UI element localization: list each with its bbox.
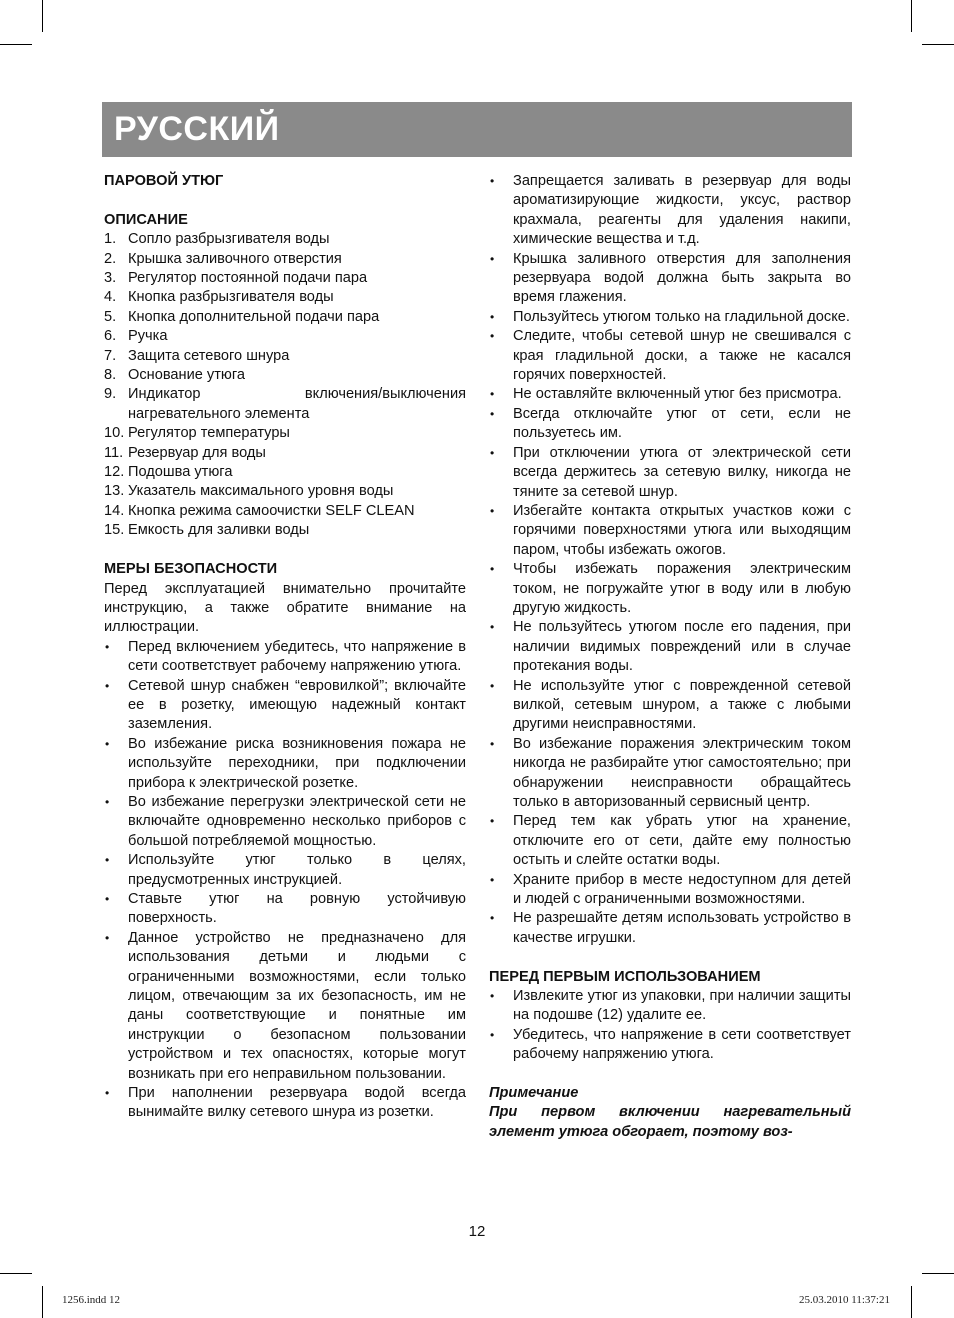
bullet-icon: •: [490, 620, 495, 635]
description-item: [104, 269, 466, 288]
bullet-text: Пользуйтесь утюгом только на гладильной доске.: [513, 308, 850, 325]
description-list: [104, 230, 466, 541]
bullet-icon: •: [490, 1027, 495, 1042]
item-number: 14.: [104, 502, 125, 519]
description-item: [104, 366, 466, 385]
bullet-text: Во избежание риска возникновения пожара не используйте переходники, при подключении прибора к электрической розетке.: [128, 735, 466, 791]
item-text: Подошва утюга: [128, 464, 233, 481]
bullet-item: [104, 638, 466, 677]
bullet-text: Запрещается заливать в резервуар для воды ароматизирующие жидкости, уксус, раствор крахмала, реагенты для удаления накипи, химические вещества и т.д.: [513, 173, 851, 248]
bullet-item: [489, 618, 851, 676]
description-item: [104, 463, 466, 482]
bullet-item: [489, 812, 851, 870]
bullet-icon: •: [490, 911, 495, 926]
item-text: Кнопка разбрызгивателя воды: [128, 289, 334, 306]
safety-list: [104, 638, 466, 1123]
item-number: 8.: [104, 367, 117, 384]
bullet-text: Не оставляйте включенный утюг без присмотра.: [513, 386, 842, 403]
bullet-item: [489, 677, 851, 735]
bullet-item: [104, 929, 466, 1084]
item-number: 13.: [104, 483, 125, 500]
bullet-icon: •: [490, 678, 495, 693]
crop-mark: [0, 44, 32, 45]
bullet-icon: •: [105, 736, 110, 751]
safety-heading: МЕРЫ БЕЗОПАСНОСТИ: [104, 561, 278, 578]
item-text: Кнопка дополнительной подачи пара: [128, 308, 380, 325]
bullet-item: [489, 308, 851, 327]
item-text: Регулятор температуры: [128, 425, 290, 442]
bullet-item: [104, 793, 466, 851]
bullet-text: Храните прибор в месте недоступном для детей и людей с ограниченными возможностями.: [513, 871, 851, 908]
crop-mark: [922, 44, 954, 45]
item-text: Указатель максимального уровня воды: [128, 483, 394, 500]
item-text: Резервуар для воды: [128, 444, 266, 461]
bullet-icon: •: [490, 872, 495, 887]
item-number: 12.: [104, 464, 125, 481]
item-text: Индикатор включения/выключения нагревательного элемента: [128, 386, 466, 422]
description-item: [104, 385, 466, 424]
bullet-item: [489, 909, 851, 948]
crop-mark: [42, 0, 43, 32]
bullet-text: Данное устройство не предназначено для использования детьми и людьми с ограниченными возможностями, если только лицом, отвечающим за их безопасность, им не даны соответствующие и понятные им инструкции о безопасном пользовании устройством и тех опасностях, которые могут возникать при его неправильном пользовании.: [128, 929, 466, 1082]
safety-list-continued: [489, 172, 851, 948]
bullet-text: Не пользуйтесь утюгом после его падения, при наличии видимых повреждений или в случае протекания воды.: [513, 619, 851, 675]
bullet-icon: •: [490, 736, 495, 751]
note-text: При первом включении нагревательный элемент утюга обгорает, поэтому воз-: [489, 1104, 851, 1140]
bullet-item: [489, 172, 851, 250]
bullet-icon: •: [490, 251, 495, 266]
item-text: Регулятор постоянной подачи пара: [128, 270, 368, 287]
bullet-item: [489, 502, 851, 560]
description-item: [104, 444, 466, 463]
bullet-icon: •: [490, 562, 495, 577]
bullet-item: [489, 560, 851, 618]
item-number: 1.: [104, 231, 117, 248]
bullet-item: [489, 871, 851, 910]
description-item: [104, 521, 466, 540]
description-item: [104, 424, 466, 443]
item-text: Сопло разбрызгивателя воды: [128, 231, 330, 248]
item-text: Основание утюга: [128, 367, 245, 384]
description-item: [104, 327, 466, 346]
crop-mark: [911, 0, 912, 32]
bullet-icon: •: [105, 930, 110, 945]
bullet-icon: •: [105, 892, 110, 906]
bullet-icon: •: [105, 678, 110, 693]
bullet-text: Используйте утюг только в целях, предусмотренных инструкцией.: [128, 852, 466, 888]
note-title: Примечание: [489, 1085, 579, 1102]
bullet-text: Ставьте утюг на ровную устойчивую поверхность.: [128, 891, 466, 927]
crop-mark: [922, 1273, 954, 1274]
bullet-icon: •: [490, 309, 495, 324]
right-column: [489, 172, 851, 1142]
first-use-list: [489, 987, 851, 1065]
bullet-item: [489, 385, 851, 404]
bullet-item: [489, 444, 851, 502]
bullet-icon: •: [490, 814, 495, 829]
item-number: 9.: [104, 386, 117, 403]
bullet-icon: •: [490, 445, 495, 460]
first-use-heading: ПЕРЕД ПЕРВЫМ ИСПОЛЬЗОВАНИЕМ: [489, 968, 761, 985]
item-number: 5.: [104, 308, 117, 325]
bullet-icon: •: [105, 639, 110, 654]
bullet-text: Убедитесь, что напряжение в сети соответствует рабочему напряжению утюга.: [513, 1026, 851, 1063]
bullet-item: [104, 1084, 466, 1123]
description-item: [104, 288, 466, 307]
description-heading: ОПИСАНИЕ: [104, 211, 188, 228]
description-item: [104, 308, 466, 327]
item-text: Ручка: [128, 328, 168, 345]
bullet-item: [489, 250, 851, 308]
safety-intro: Перед эксплуатацией внимательно прочитайте инструкцию, а также обратите внимание на иллюстрации.: [104, 580, 466, 636]
product-title: ПАРОВОЙ УТЮГ: [104, 173, 224, 189]
bullet-text: Перед тем как убрать утюг на хранение, отключите его от сети, дайте ему полностью остыть и слейте остатки воды.: [513, 813, 851, 869]
bullet-icon: •: [105, 794, 110, 809]
bullet-icon: •: [490, 989, 495, 1004]
bullet-text: Не разрешайте детям использовать устройство в качестве игрушки.: [513, 910, 851, 946]
item-text: Защита сетевого шнура: [128, 347, 290, 364]
bullet-icon: •: [105, 853, 110, 868]
bullet-item: [489, 327, 851, 385]
description-item: [104, 502, 466, 521]
description-item: [104, 250, 466, 269]
bullet-text: При отключении утюга от электрической сети всегда держитесь за сетевую вилку, никогда не тяните за сетевой шнур.: [513, 444, 851, 500]
bullet-text: Всегда отключайте утюг от сети, если не пользуетесь им.: [513, 405, 851, 442]
bullet-icon: •: [490, 387, 495, 402]
bullet-text: Избегайте контакта открытых участков кожи с горячими поверхностями утюга или выходящим паром, чтобы избежать ожогов.: [513, 502, 851, 558]
bullet-text: Чтобы избежать поражения электрическим током, не погружайте утюг в воду или в любую другую жидкость.: [513, 561, 851, 616]
bullet-text: Во избежание поражения электрическим током никогда не разбирайте утюг самостоятельно; при обнаружении неисправности обращайтесь только в авторизованный сервисный центр.: [513, 735, 851, 810]
left-column: [104, 172, 466, 1123]
bullet-text: Извлеките утюг из упаковки, при наличии защиты на подошве (12) удалите ее.: [513, 988, 851, 1024]
date-slug: 25.03.2010 11:37:21: [799, 1294, 890, 1306]
bullet-text: Сетевой шнур снабжен “евровилкой”; включайте ее в розетку, имеющую надежный контакт заземления.: [128, 677, 466, 733]
description-item: [104, 347, 466, 366]
item-text: Кнопка режима самоочистки SELF CLEAN: [128, 502, 415, 519]
bullet-item: [489, 735, 851, 813]
bullet-icon: •: [490, 406, 495, 421]
banner-title: РУССКИЙ: [114, 110, 280, 148]
crop-mark: [0, 1273, 32, 1274]
bullet-item: [104, 851, 466, 890]
file-slug: 1256.indd 12: [62, 1294, 121, 1306]
item-number: 3.: [104, 270, 117, 287]
item-number: 15.: [104, 522, 125, 539]
item-text: Крышка заливочного отверстия: [128, 250, 342, 267]
bullet-text: Крышка заливного отверстия для заполнения резервуара водой должна быть закрыта во время глажения.: [513, 250, 851, 306]
bullet-icon: •: [490, 174, 495, 188]
bullet-item: [104, 890, 466, 929]
page-number: 12: [468, 1223, 486, 1240]
bullet-item: [104, 677, 466, 735]
language-banner: [102, 102, 852, 157]
bullet-text: При наполнении резервуара водой всегда вынимайте вилку сетевого шнура из розетки.: [128, 1085, 466, 1121]
bullet-item: [489, 987, 851, 1026]
item-number: 4.: [104, 289, 117, 306]
bullet-text: Во избежание перегрузки электрической сети не включайте одновременно несколько приборов с большой потребляемой мощностью.: [128, 793, 466, 849]
item-number: 11.: [104, 444, 124, 461]
item-number: 7.: [104, 347, 117, 364]
description-item: [104, 482, 466, 501]
bullet-text: Следите, чтобы сетевой шнур не свешивался с края гладильной доски, а также не касался горячих поверхностей.: [513, 328, 851, 384]
item-number: 10.: [104, 425, 125, 442]
bullet-icon: •: [490, 329, 495, 344]
crop-mark: [911, 1286, 912, 1318]
crop-mark: [42, 1286, 43, 1318]
bullet-item: [104, 735, 466, 793]
bullet-item: [489, 405, 851, 444]
bullet-item: [489, 1026, 851, 1065]
item-number: 6.: [104, 328, 117, 345]
item-number: 2.: [104, 250, 117, 267]
bullet-icon: •: [490, 503, 495, 518]
description-item: [104, 230, 466, 249]
bullet-icon: •: [105, 1086, 110, 1101]
bullet-text: Не используйте утюг с поврежденной сетевой вилкой, сетевым шнуром, а также с любыми другими неисправностями.: [513, 677, 851, 733]
item-text: Емкость для заливки воды: [128, 522, 310, 539]
bullet-text: Перед включением убедитесь, что напряжение в сети соответствует рабочему напряжению утюга.: [128, 638, 466, 675]
